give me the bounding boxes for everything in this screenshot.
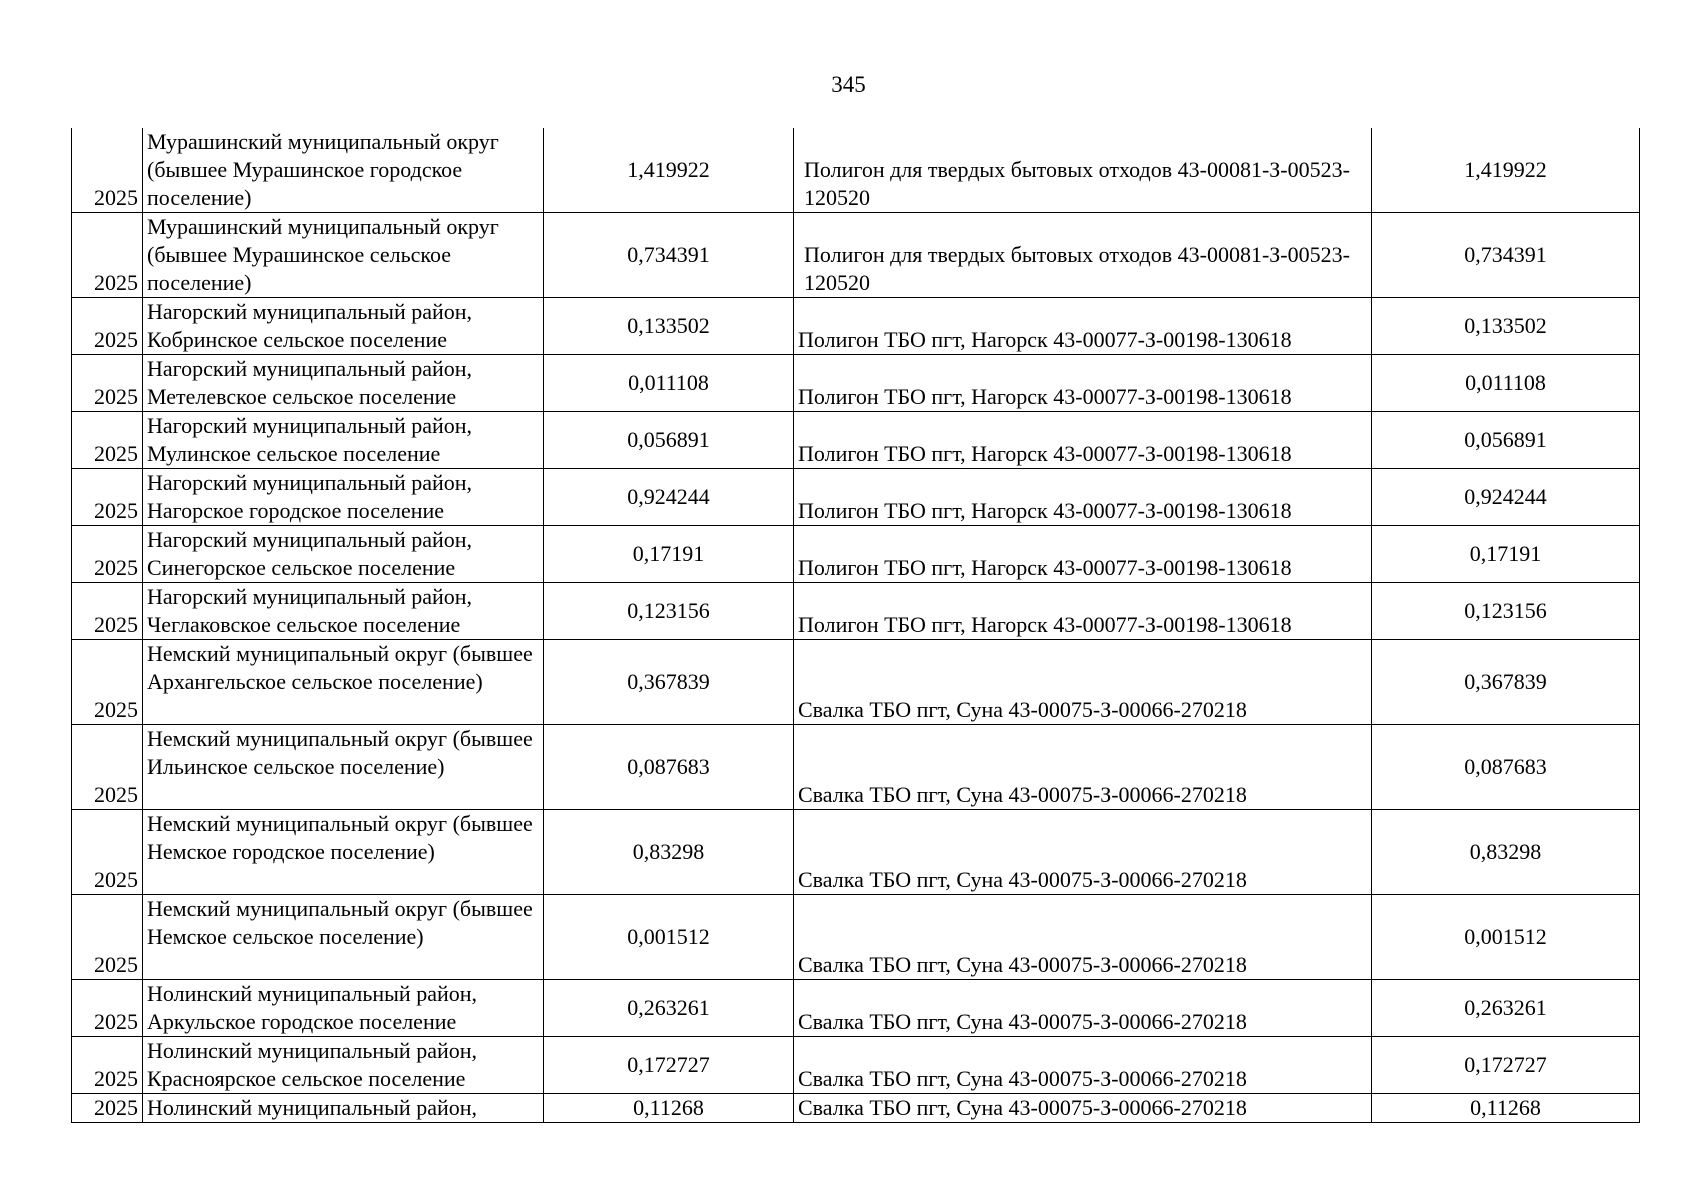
table-row <box>72 810 1640 895</box>
year-cell: 2025 <box>72 1094 143 1123</box>
area-cell: Нагорский муниципальный район, Мулинское сельское поселение <box>143 412 544 469</box>
year-cell: 2025 <box>72 128 143 213</box>
total-cell: 0,11268 <box>1372 1094 1640 1123</box>
site-cell: Полигон ТБО пгт, Нагорск 43-00077-З-00198-130618 <box>794 412 1372 469</box>
area-cell: Нолинский муниципальный район, Аркульское городское поселение <box>143 980 544 1037</box>
total-cell: 0,011108 <box>1372 355 1640 412</box>
table-row <box>72 526 1640 583</box>
year-cell: 2025 <box>72 298 143 355</box>
year-cell: 2025 <box>72 810 143 895</box>
value-cell: 0,123156 <box>544 583 794 640</box>
year-cell: 2025 <box>72 355 143 412</box>
area-cell: Нагорский муниципальный район, Чеглаковское сельское поселение <box>143 583 544 640</box>
year-cell: 2025 <box>72 725 143 810</box>
site-cell: Полигон ТБО пгт, Нагорск 43-00077-З-00198-130618 <box>794 298 1372 355</box>
year-cell: 2025 <box>72 583 143 640</box>
value-cell: 0,133502 <box>544 298 794 355</box>
area-cell: Немский муниципальный округ (бывшее Немское сельское поселение) <box>143 895 544 980</box>
value-cell: 0,263261 <box>544 980 794 1037</box>
site-cell: Свалка ТБО пгт, Суна 43-00075-З-00066-270218 <box>794 725 1372 810</box>
table-row <box>72 980 1640 1037</box>
total-cell: 0,123156 <box>1372 583 1640 640</box>
value-cell: 0,011108 <box>544 355 794 412</box>
table-row <box>72 1094 1640 1123</box>
value-cell: 0,001512 <box>544 895 794 980</box>
site-cell: Свалка ТБО пгт, Суна 43-00075-З-00066-270218 <box>794 980 1372 1037</box>
year-cell: 2025 <box>72 526 143 583</box>
total-cell: 0,367839 <box>1372 640 1640 725</box>
area-cell: Немский муниципальный округ (бывшее Немское городское поселение) <box>143 810 544 895</box>
value-cell: 0,734391 <box>544 213 794 298</box>
value-cell: 0,172727 <box>544 1037 794 1094</box>
value-cell: 1,419922 <box>544 128 794 213</box>
site-cell: Свалка ТБО пгт, Суна 43-00075-З-00066-270218 <box>794 640 1372 725</box>
value-cell: 0,087683 <box>544 725 794 810</box>
table-row <box>72 725 1640 810</box>
area-cell: Мурашинский муниципальный округ (бывшее Мурашинское сельское поселение) <box>143 213 544 298</box>
site-cell: Свалка ТБО пгт, Суна 43-00075-З-00066-270218 <box>794 895 1372 980</box>
table-row <box>72 583 1640 640</box>
site-cell: Полигон ТБО пгт, Нагорск 43-00077-З-00198-130618 <box>794 469 1372 526</box>
year-cell: 2025 <box>72 469 143 526</box>
table-row <box>72 469 1640 526</box>
area-cell: Нолинский муниципальный район, <box>143 1094 544 1123</box>
area-cell: Нолинский муниципальный район, Красноярское сельское поселение <box>143 1037 544 1094</box>
total-cell: 1,419922 <box>1372 128 1640 213</box>
total-cell: 0,263261 <box>1372 980 1640 1037</box>
site-cell: Свалка ТБО пгт, Суна 43-00075-З-00066-270218 <box>794 1037 1372 1094</box>
value-cell: 0,367839 <box>544 640 794 725</box>
waste-table <box>71 128 1640 1123</box>
total-cell: 0,83298 <box>1372 810 1640 895</box>
value-cell: 0,056891 <box>544 412 794 469</box>
table-row <box>72 640 1640 725</box>
year-cell: 2025 <box>72 412 143 469</box>
table-row <box>72 412 1640 469</box>
site-cell: Полигон ТБО пгт, Нагорск 43-00077-З-00198-130618 <box>794 355 1372 412</box>
total-cell: 0,17191 <box>1372 526 1640 583</box>
total-cell: 0,172727 <box>1372 1037 1640 1094</box>
area-cell: Мурашинский муниципальный округ (бывшее Мурашинское городское поселение) <box>143 128 544 213</box>
site-cell: Полигон для твердых бытовых отходов 43-00081-З-00523-120520 <box>794 213 1372 298</box>
area-cell: Нагорский муниципальный район, Нагорское городское поселение <box>143 469 544 526</box>
site-cell: Полигон ТБО пгт, Нагорск 43-00077-З-00198-130618 <box>794 583 1372 640</box>
area-cell: Немский муниципальный округ (бывшее Ильинское сельское поселение) <box>143 725 544 810</box>
year-cell: 2025 <box>72 980 143 1037</box>
year-cell: 2025 <box>72 213 143 298</box>
table-row <box>72 298 1640 355</box>
total-cell: 0,001512 <box>1372 895 1640 980</box>
table-row <box>72 128 1640 213</box>
page-number: 345 <box>831 72 866 97</box>
total-cell: 0,734391 <box>1372 213 1640 298</box>
table-row <box>72 1037 1640 1094</box>
site-cell: Полигон для твердых бытовых отходов 43-00081-З-00523-120520 <box>794 128 1372 213</box>
total-cell: 0,087683 <box>1372 725 1640 810</box>
table-row <box>72 355 1640 412</box>
site-cell: Свалка ТБО пгт, Суна 43-00075-З-00066-270218 <box>794 810 1372 895</box>
value-cell: 0,83298 <box>544 810 794 895</box>
area-cell: Нагорский муниципальный район, Метелевское сельское поселение <box>143 355 544 412</box>
site-cell: Свалка ТБО пгт, Суна 43-00075-З-00066-270218 <box>794 1094 1372 1123</box>
site-cell: Полигон ТБО пгт, Нагорск 43-00077-З-00198-130618 <box>794 526 1372 583</box>
total-cell: 0,133502 <box>1372 298 1640 355</box>
table-row <box>72 213 1640 298</box>
year-cell: 2025 <box>72 895 143 980</box>
year-cell: 2025 <box>72 1037 143 1094</box>
year-cell: 2025 <box>72 640 143 725</box>
table-row <box>72 895 1640 980</box>
total-cell: 0,056891 <box>1372 412 1640 469</box>
value-cell: 0,11268 <box>544 1094 794 1123</box>
area-cell: Нагорский муниципальный район, Кобринское сельское поселение <box>143 298 544 355</box>
area-cell: Немский муниципальный округ (бывшее Архангельское сельское поселение) <box>143 640 544 725</box>
total-cell: 0,924244 <box>1372 469 1640 526</box>
value-cell: 0,17191 <box>544 526 794 583</box>
area-cell: Нагорский муниципальный район, Синегорское сельское поселение <box>143 526 544 583</box>
value-cell: 0,924244 <box>544 469 794 526</box>
